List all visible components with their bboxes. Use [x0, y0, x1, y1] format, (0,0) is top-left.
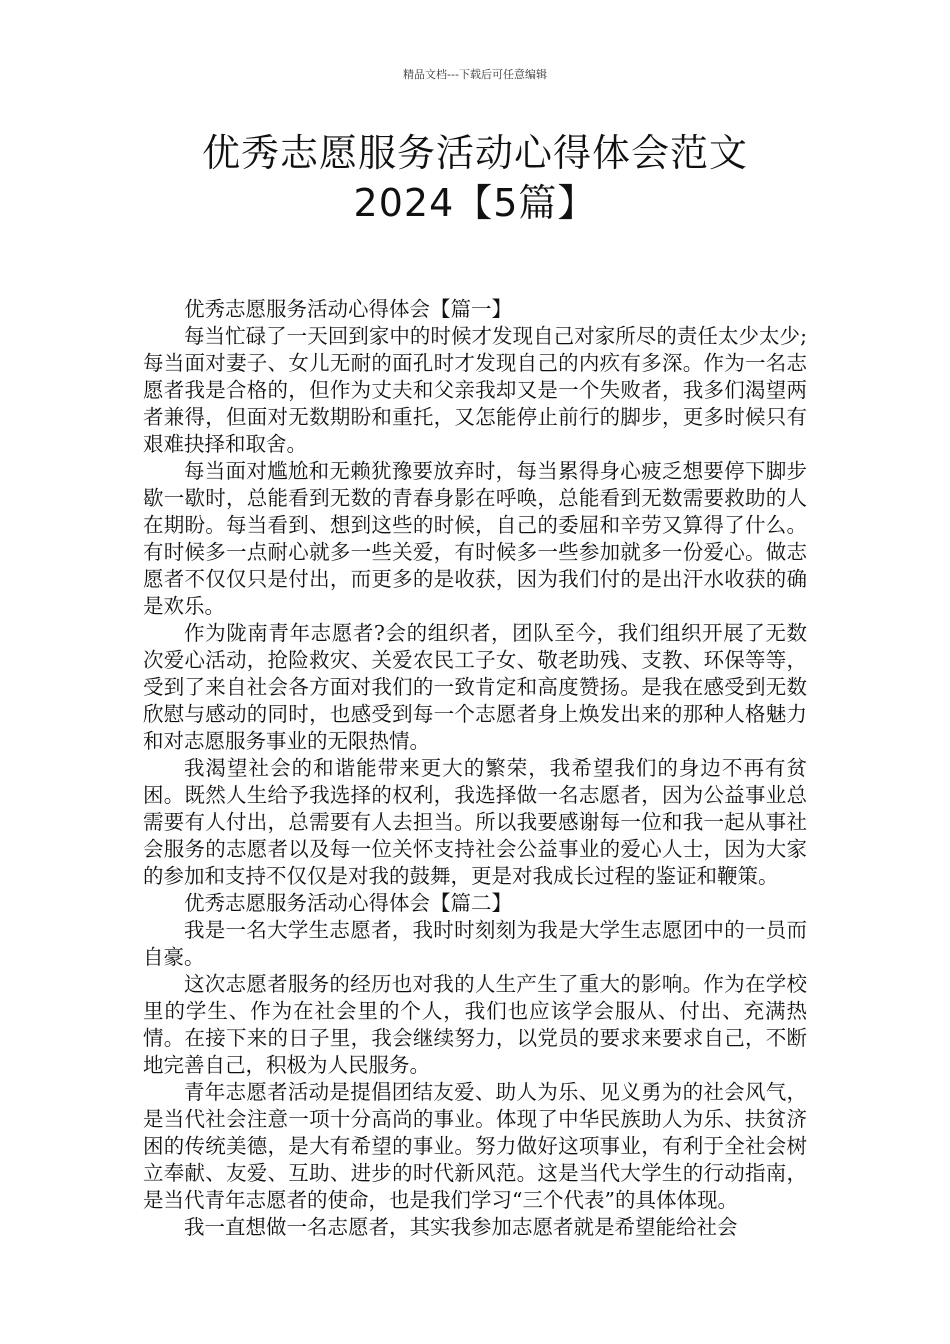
document-body [143, 296, 807, 1241]
document-title [0, 128, 950, 228]
paragraph: 作为陇南青年志愿者?会的组织者，团队至今，我们组织开展了无数次爱心活动，抢险救灾、关爱农民工子女、敬老助残、支教、环保等等，受到了来自社会各方面对我们的一致肯定和高度赞扬。是我在感受到无数欣慰与感动的同时，也感受到每一个志愿者身上焕发出来的那种人格魅力和对志愿服务事业的无限热情。 [143, 621, 807, 753]
section-heading-2: 优秀志愿服务活动心得体会【篇二】 [184, 891, 512, 915]
paragraph: 青年志愿者活动是提倡团结友爱、助人为乐、见义勇为的社会风气，是当代社会注意一项十分高尚的事业。体现了中华民族助人为乐、扶贫济困的传统美德，是大有希望的事业。努力做好这项事业，有利于全社会树立奉献、友爱、互助、进步的时代新风范。这是当代大学生的行动指南，是当代青年志愿者的使命，也是我们学习“三个代表”的具体体现。 [143, 1080, 807, 1212]
paragraph: 每当忙碌了一天回到家中的时候才发现自己对家所尽的责任太少太少;每当面对妻子、女儿无耐的面孔时才发现自己的内疚有多深。作为一名志愿者我是合格的，但作为丈夫和父亲我却又是一个失败者，我多们渴望两者兼得，但面对无数期盼和重托，又怎能停止前行的脚步，更多时候只有艰难抉择和取舍。 [143, 324, 807, 456]
document-title-line-1: 优秀志愿服务活动心得体会范文 [201, 131, 748, 175]
paragraph: 我是一名大学生志愿者，我时时刻刻为我是大学生志愿团中的一员而自豪。 [143, 918, 807, 969]
section-heading-1: 优秀志愿服务活动心得体会【篇一】 [184, 297, 512, 321]
paragraph: 我一直想做一名志愿者，其实我参加志愿者就是希望能给社会 [184, 1215, 738, 1239]
document-title-line-2: 2024【5篇】 [353, 181, 597, 225]
page-header-note: 精品文档---下载后可任意编辑 [403, 68, 547, 81]
paragraph: 我渴望社会的和谐能带来更大的繁荣，我希望我们的身边不再有贫困。既然人生给予我选择的权利，我选择做一名志愿者，因为公益事业总需要有人付出，总需要有人去担当。所以我要感谢每一位和我一起从事社会服务的志愿者以及每一位关怀支持社会公益事业的爱心人士，因为大家的参加和支持不仅仅是对我的鼓舞，更是对我成长过程的鉴证和鞭策。 [143, 756, 807, 888]
paragraph: 这次志愿者服务的经历也对我的人生产生了重大的影响。作为在学校里的学生、作为在社会里的个人，我们也应该学会服从、付出、充满热情。在接下来的日子里，我会继续努力，以党员的要求来要求自己，不断地完善自己，积极为人民服务。 [143, 972, 807, 1077]
paragraph: 每当面对尴尬和无赖犹豫要放弃时，每当累得身心疲乏想要停下脚步歇一歇时，总能看到无数的青春身影在呼唤，总能看到无数需要救助的人在期盼。每当看到、想到这些的时候，自己的委屈和辛劳又算得了什么。有时候多一点耐心就多一些关爱，有时候多一些参加就多一份爱心。做志愿者不仅仅只是付出，而更多的是收获，因为我们付的是出汗水收获的确是欢乐。 [143, 459, 807, 618]
